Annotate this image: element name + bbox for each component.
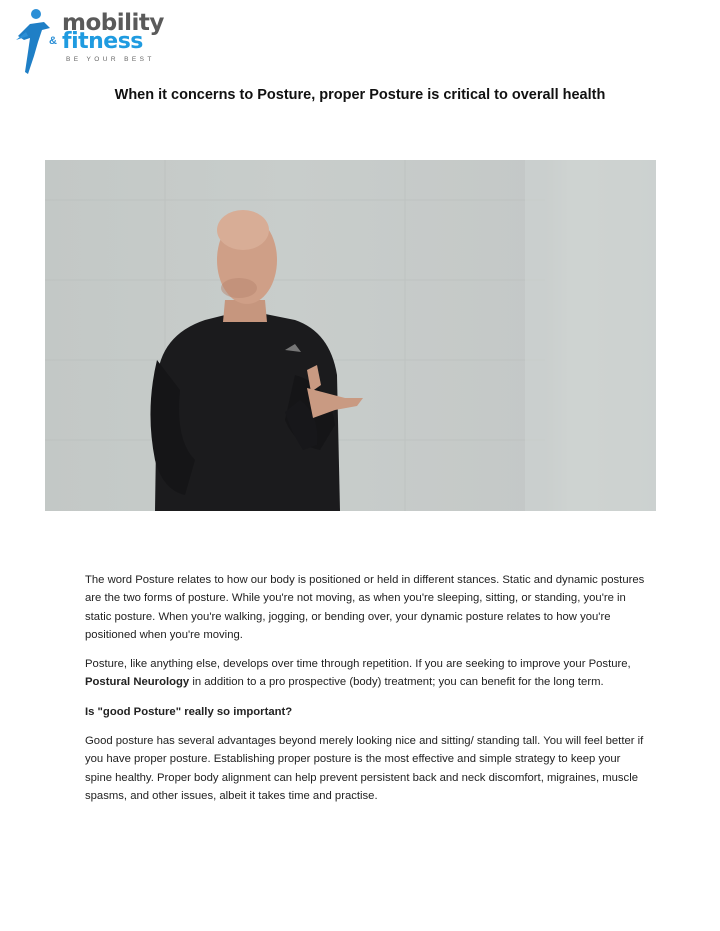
paragraph-text-start: Posture, like anything else, develops over time through repetition. If you are seeking to improve your Posture, [85,658,631,671]
runner-figure-icon [14,6,54,78]
postural-neurology-link[interactable]: Postural Neurology [85,676,190,689]
paragraph-posture-definition: The word Posture relates to how our body is positioned or held in different stances. Static and dynamic postures are the two forms of posture. While you're not moving, as when you're sleeping, sitting, or standing, you're in static posture. When you're walking, jogging, or bending over, your dynamic posture relates to how you're positioned when you're moving. [85,574,645,641]
hero-photo [45,160,656,511]
page-title: When it concerns to Posture, proper Posture is critical to overall health [114,87,606,103]
logo-tagline: BE YOUR BEST [66,56,155,63]
paragraph-good-posture-benefits: Good posture has several advantages beyond merely looking nice and sitting/ standing tall. You will feel better if you have proper posture. Establishing proper posture is the most effective and simple strategy to keep your spine healthy. Proper body alignment can help prevent persistent back and neck discomfort, migraines, muscle spasms, and other issues, albeit it takes time and practise. [85,735,644,802]
man-in-black-shirt-pointing-image [45,160,656,511]
article-body [85,571,645,816]
paragraph-posture-improvement [85,655,645,692]
brand-logo[interactable] [14,6,164,78]
logo-ampersand: & [49,35,57,47]
section-question-heading: Is "good Posture" really so important? [85,705,293,718]
paragraph-text-end: in addition to a pro prospective (body) treatment; you can benefit for the long term. [189,676,604,689]
logo-word-fitness: fitness [62,29,143,54]
logo-word-mobility: mobility [62,10,164,36]
